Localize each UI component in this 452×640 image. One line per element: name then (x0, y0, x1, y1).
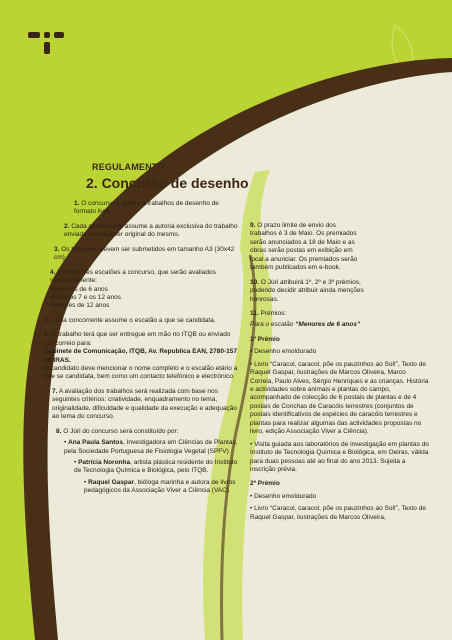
first-prize-heading: 1º Prémio (250, 335, 280, 343)
left-column (44, 200, 240, 496)
item-1: 1. O concurso é aberto a trabalhos de desenho de formato livre. (74, 200, 219, 216)
item-2: 2. Cada concorrente assume a autoria exclusiva do trabalho enviado e o carácter original do mesmo. (64, 222, 238, 239)
item-4: 4. Existem três escalões a concurso, que serão avaliados separadamente: •Menores de 6 anos •Entre os 7 e os 12 anos •Maiores de 12 anos (50, 268, 216, 310)
jury-member-2: • Patrícia Noronha, artista plástica residente do Instituto de Tecnologia Química e Biológica, pelo ITQB. (74, 458, 238, 475)
item-8: 8. O Júri do concurso será constituído por: (56, 427, 179, 435)
regulation-label: REGULAMENTO (92, 162, 165, 172)
jury-member-1: • Ana Paula Santos, Investigadora em Ciências de Plantas, pela Sociedade Portuguesa de Fisiologia Vegetal (SPFV) (64, 439, 238, 455)
item-6: 6. O trabalho terá que ser entregue em mão no ITQB ou enviado por correio para: Gabinete de Comunicação, ITQB, Av. Republica EAN, 2780-157 OEIRAS. O candidato deve mencionar o nome completo e o escalão etário a que se candidata, bem como um contacto telefónico e electrónico. (44, 331, 238, 381)
item-5: 5. Cada concorrente assume o escalão a que se candidata. (44, 316, 216, 324)
item-7: 7. A avaliação dos trabalhos será realizada com base nos seguintes critérios: criatividade, enquadramento no tema, originalidade, dificuldade e qualidade da execução e adequação ao tema do concurso. (52, 387, 238, 421)
item-3: 3. Os trabalhos devem ser submetidos em tamanho A3 (30x42 cm) (54, 245, 235, 262)
jury-member-3: • Raquel Gaspar, bióloga marinha e autora de livros pedagógicos da Associação Viver a Ciência (VAC) (84, 478, 236, 495)
second-prize-item-1: • Desenho emoldurado (250, 492, 317, 500)
first-prize-item-3: • Visita guiada aos laboratórios de investigação em plantas do Instituto de Tecnologia Química e Biológica, em Oeiras, válida para duas pessoas até ao final do ano 2013. Sujeita a inscrição prévia. (250, 440, 429, 473)
escalao-1: •Menores de 6 anos (50, 285, 108, 293)
header (86, 162, 312, 192)
item-10: 10. O Júri atribuirá 1º, 2º e 3º prémios, podendo decidir atribuir ainda menções honrosas. (250, 278, 364, 303)
second-prize-item-2: • Livro “Caracol, caracol, põe os pauzinhos ao Sol!”, Texto de Raquel Gaspar, ilustrações de Marcos Oliveira, (250, 505, 426, 521)
escalao-3: •Maiores de 12 anos (50, 302, 110, 310)
mailing-address: Gabinete de Comunicação, ITQB, Av. Republica EAN, 2780-157 OEIRAS. (44, 348, 238, 364)
address-note: O candidato deve mencionar o nome completo e o escalão etário a que se candidata, bem como um contacto telefónico e electrónico. (44, 365, 238, 381)
escalao-heading: Para o escalão “Menores de 6 anos” (250, 321, 361, 329)
item-9: 9. O prazo limite de envio dos trabalhos é 3 de Maio. Os premiados serão anunciados a 18 de Maio e as obras serão postas em exibição em local a anunciar. Os premiados serão também publicados em e-book. (250, 222, 358, 272)
second-prize-heading: 2º Prémio (250, 480, 280, 488)
logo-mark (0, 0, 80, 60)
page-title: 2. Concurso de desenho (86, 174, 249, 191)
first-prize-item-2: • Livro “Caracol, caracol, põe os pauzinhos ao Sol!”, Texto de Raquel Gaspar, ilustrações de Marcos Oliveira, Marco Correia, Paulo Alves, Sérgio Henriques e as crianças. História e actividades sobre animais e plantas do campo, acompanhado de colecção de 6 postais de plantas e de 4 postais de Conchas de Caracóis terrestres (conjuntos de postais identificativos de espécies de caracóis terrestres e plantas para realizar algumas das actividades propostas no livro, edição Associação Viver a Ciência). (250, 360, 429, 436)
item-11: 11. Prémios: (250, 309, 287, 317)
right-column (250, 222, 430, 522)
escalao-2: •Entre os 7 e os 12 anos (50, 293, 121, 301)
first-prize-item-1: • Desenho emoldurado (250, 348, 317, 356)
